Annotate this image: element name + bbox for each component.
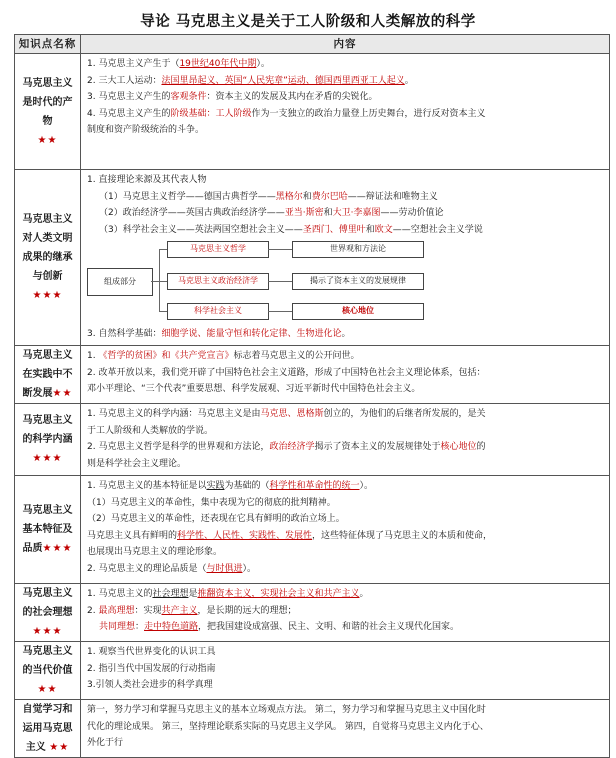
header-knowledge-point: 知识点名称 [15, 35, 81, 54]
importance-stars: ★★★ [42, 543, 73, 554]
content-line: 1. 马克思主义产生于（19世纪40年代中期）。 [87, 59, 270, 69]
diagram-item-box: 马克思主义政治经济学 [167, 273, 269, 290]
table-row [15, 476, 610, 584]
content-line: 2. 改革开放以来，我们党开辟了中国特色社会主义道路，形成了中国特色社会主义理论体系，包括： [87, 367, 486, 378]
diagram-item-box: 马克思主义哲学 [167, 241, 269, 258]
content-cell [81, 346, 610, 404]
content-line: （3）科学社会主义——英法两国空想社会主义——圣西门、傅里叶和欧文——空想社会主义学说 [99, 224, 483, 235]
header-content: 内容 [81, 35, 610, 54]
content-line: 马克思主义具有鲜明的科学性、人民性、实践性、发展性，这些特征体现了马克思主义的本质和使命， [87, 530, 493, 541]
content-cell [81, 584, 610, 642]
content-line: 3.引领人类社会进步的科学真理 [87, 680, 213, 690]
content-line: （1）马克思主义哲学——德国古典哲学——黑格尔和费尔巴哈——辩证法和唯物主义 [99, 191, 438, 202]
importance-stars: ★★ [37, 134, 58, 146]
knowledge-point-name: 马克思主义 的当代价值 ★★ [15, 642, 81, 700]
content-line: 外化于行 [87, 738, 124, 748]
content-line: （1）马克思主义的革命性，集中表现为它的彻底的批判精神。 [87, 497, 336, 508]
table-row [15, 346, 610, 404]
knowledge-point-name: 马克思主义 的社会理想 ★★★ [15, 584, 81, 642]
table-row [15, 584, 610, 642]
importance-stars: ★★ [37, 684, 58, 695]
importance-stars: ★★ [52, 388, 73, 399]
knowledge-point-name: 马克思主义 在实践中不 断发展★★ [15, 346, 81, 404]
content-line: 1. 马克思主义的社会理想是推翻资本主义，实现社会主义和共产主义。 [87, 589, 369, 599]
content-cell [81, 404, 610, 476]
content-line: 则是科学社会主义理论。 [87, 458, 187, 469]
importance-stars: ★★★ [32, 626, 63, 637]
content-cell [81, 54, 610, 170]
importance-stars: ★★★ [32, 453, 63, 464]
table-row [15, 642, 610, 700]
table-row [15, 404, 610, 476]
content-line: 3. 自然科学基础：细胞学说、能量守恒和转化定律、生物进化论。 [87, 329, 351, 339]
content-line: 4. 马克思主义产生的阶级基础：工人阶级作为一支独立的政治力量登上历史舞台，进行反对资本主义 [87, 108, 486, 119]
diagram-result-box: 核心地位 [292, 303, 424, 320]
knowledge-table [14, 34, 610, 758]
knowledge-point-name: 自觉学习和 运用马克思 主义 ★★ [15, 700, 81, 758]
content-cell [81, 700, 610, 758]
table-row [15, 700, 610, 758]
content-line: 代化的理论成果。 第三，坚持理论联系实际的马克思主义学风。 第四，自觉将马克思主义内化于心、 [87, 721, 489, 732]
diagram-item-box: 科学社会主义 [167, 303, 269, 320]
content-line: 2. 马克思主义的理论品质是（与时俱进）。 [87, 563, 256, 574]
importance-stars: ★★ [49, 742, 70, 753]
content-line: 邓小平理论、“三个代表”重要思想、科学发展观、习近平新时代中国特色社会主义。 [87, 384, 421, 394]
content-line: 1. 马克思主义的基本特征是以实践为基础的（科学性和革命性的统一）。 [87, 481, 374, 491]
table-header-row [15, 35, 610, 54]
content-cell [81, 476, 610, 584]
content-cell [81, 170, 610, 346]
content-line: 2. 指引当代中国发展的行动指南 [87, 663, 216, 674]
content-line: 也展现出马克思主义的理论形象。 [87, 547, 223, 557]
content-line: （2）马克思主义的革命性，还表现在它具有鲜明的政治立场上。 [87, 514, 345, 524]
table-row [15, 170, 610, 346]
knowledge-point-name: 马克思主义 对人类文明 成果的继承 与创新 ★★★ [15, 170, 81, 346]
content-line: 2. 三大工人运动：法国里昂起义、英国“人民宪章”运动、德国西里西亚工人起义。 [87, 75, 414, 86]
content-line: 制度和资产阶级统治的斗争。 [87, 125, 205, 135]
knowledge-point-name: 马克思主义 基本特征及 品质★★★ [15, 476, 81, 584]
page-title: 导论 马克思主义是关于工人阶级和人类解放的科学 [140, 14, 476, 30]
content-line: 共同理想：走中特色道路，把我国建设成富强、民主、文明、和谐的社会主义现代化国家。 [99, 622, 460, 632]
diagram-result-box: 世界观和方法论 [292, 241, 424, 258]
importance-stars: ★★★ [32, 290, 63, 301]
content-line: 2. 最高理想：实现共产主义，是长期的远大的理想； [87, 605, 297, 616]
content-line: 于工人阶级和人类解放的学说。 [87, 425, 214, 436]
diagram-root-box: 组成部分 [87, 268, 153, 296]
content-line: 1. 《哲学的贫困》和《共产党宣言》标志着马克思主义的公开问世。 [87, 351, 360, 361]
knowledge-point-name: 马克思主义 的科学内涵 ★★★ [15, 404, 81, 476]
knowledge-point-name: 马克思主义 是时代的产 物 ★★ [15, 54, 81, 170]
content-line: 1. 马克思主义的科学内涵：马克思主义是由马克思、恩格斯创立的，为他们的后继者所发展的，是关 [87, 409, 486, 419]
table-row [15, 54, 610, 170]
content-line: 1. 直接理论来源及其代表人物 [87, 175, 207, 185]
content-line: （2）政治经济学——英国古典政治经济学——亚当·斯密和大卫·李嘉图——劳动价值论 [99, 208, 444, 218]
content-line: 第一，努力学习和掌握马克思主义的基本立场观点方法。 第二，努力学习和掌握马克思主义中国化时 [87, 705, 486, 715]
content-line: 3. 马克思主义产生的客观条件：资本主义的发展及其内在矛盾的尖锐化。 [87, 92, 378, 102]
components-diagram [87, 241, 603, 323]
content-line: 1. 观察当代世界变化的认识工具 [87, 647, 216, 657]
content-line: 2. 马克思主义哲学是科学的世界观和方法论，政治经济学揭示了资本主义的发展规律处于核心地位的 [87, 442, 486, 452]
diagram-result-box: 揭示了资本主义的发展规律 [292, 273, 424, 290]
content-cell [81, 642, 610, 700]
